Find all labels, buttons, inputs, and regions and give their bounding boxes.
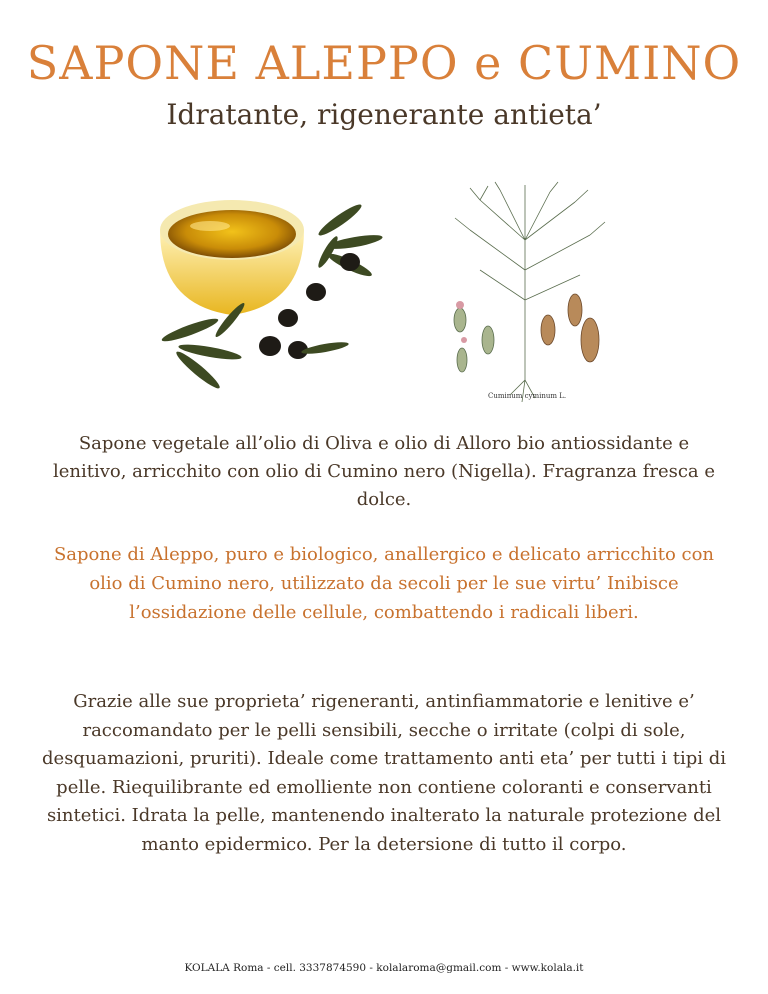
page-subtitle: Idratante, rigenerante antieta’: [166, 98, 602, 131]
olive-oil-image: [150, 180, 400, 390]
paragraph-product-description: Sapone vegetale all’olio di Oliva e olio di Alloro bio antiossidante e lenitivo, arricchito con olio di Cumino nero (Nigella). Fragranza fresca e dolce.: [52, 433, 716, 510]
paragraph-benefits: Grazie alle sue proprieta’ rigeneranti, antinfiammatorie e lenitive e’ raccomandato per le pelli sensibili, secche o irritate (colpi di sole, desquamazioni, pruriti). Ideale come trattamento anti eta’ per tutti i tipi di pelle. Riequilibrante ed emolliente non contiene coloranti e conservanti sintetici. Idrata la pelle, mantenendo inalterato la naturale protezione del manto epidermico. Per la detersione di tutto il corpo.: [42, 691, 726, 855]
page-title: SAPONE ALEPPO e CUMINO: [26, 36, 742, 90]
footer-contact: KOLALA Roma - cell. 3337874590 - kolalaroma@gmail.com - www.kolala.it: [184, 962, 584, 974]
cumin-caption: Cuminum cyminum L.: [488, 392, 567, 400]
cumin-plant-image: [440, 180, 620, 405]
paragraph-aleppo-highlight: Sapone di Aleppo, puro e biologico, anallergico e delicato arricchito con olio di Cumino nero, utilizzato da secoli per le sue virtu’ Inibisce l’ossidazione delle cellule, combattendo i radicali liberi.: [53, 544, 715, 623]
illustrations: [0, 180, 768, 410]
